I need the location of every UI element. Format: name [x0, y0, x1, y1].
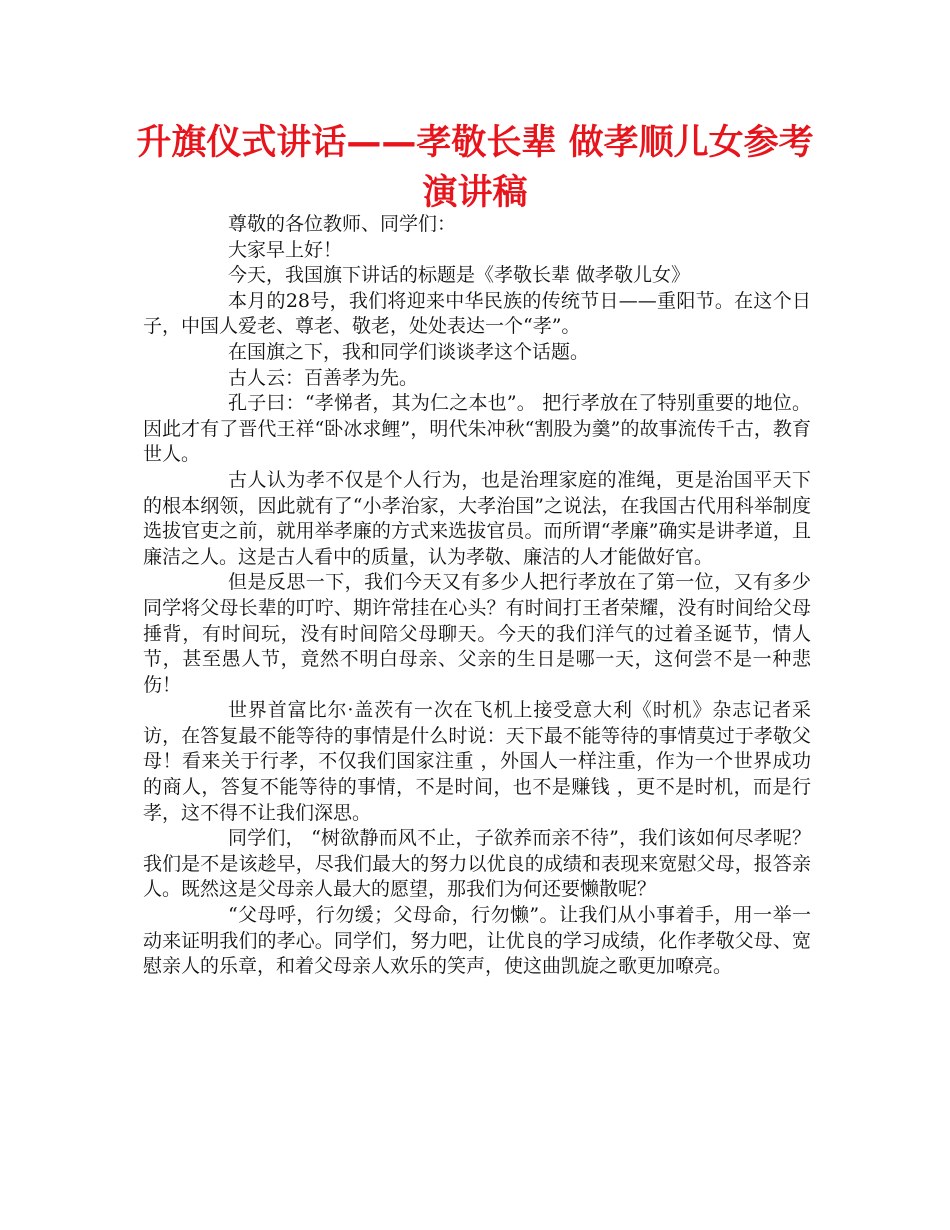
paragraph-good-morning: 大家早上好！: [228, 238, 343, 261]
paragraph-ancient-view: 古人认为孝不仅是个人行为，也是治理家庭的准绳，更是治国平天下的根本纲领，因此就有了“小孝治家，大孝治国”之说法，在我国古代用科举制度选拔官吏之前，就用举孝廉的方式来选拔官员。而所谓“孝廉”确实是讲孝道，且廉洁之人。这是古人看中的质量，认为孝敬、廉洁的人才能做好官。: [143, 468, 811, 568]
paragraph-talk-filial: 在国旗之下，我和同学们谈谈孝这个话题。: [228, 340, 590, 363]
paragraph-ancient-saying: 古人云：百善孝为先。: [228, 366, 419, 389]
paragraph-closing: “父母呼，行勿缓；父母命，行勿懒”。让我们从小事着手，用一举一动来证明我们的孝心。同学们，努力吧，让优良的学习成绩，化作孝敬父母、宽慰亲人的乐章，和着父母亲人欢乐的笑声，使这曲凯旋之歌更加嘹亮。: [143, 904, 811, 978]
paragraph-how-to-be-filial: 同学们， “树欲静而风不止，子欲养而亲不待”，我们该如何尽孝呢？我们是不是该趁早，尽我们最大的努力以优良的成绩和表现来宽慰父母，报答亲人。既然这是父母亲人最大的愿望，那我们为何还要懒散呢？: [143, 827, 811, 901]
paragraph-confucius: 孔子曰：“孝悌者，其为仁之本也”。 把行孝放在了特别重要的地位。因此才有了晋代王祥“卧冰求鲤”，明代朱冲秋“割股为羹”的故事流传千古，教育世人。: [143, 392, 811, 466]
paragraph-double-ninth: 本月的28号，我们将迎来中华民族的传统节日——重阳节。在这个日子，中国人爱老、尊老、敬老，处处表达一个“孝”。: [143, 289, 811, 338]
paragraph-bill-gates: 世界首富比尔·盖茨有一次在飞机上接受意大利《时机》杂志记者采访，在答复最不能等待的事情是什么时说：天下最不能等待的事情莫过于孝敬父母！看来关于行孝，不仅我们国家注重 ，外国人一样注重，作为一个世界成功的商人，答复不能等待的事情，不是时间，也不是赚钱 ，更不是时机，而是行孝，这不得不让我们深思。: [143, 699, 811, 824]
paragraph-reflection: 但是反思一下，我们今天又有多少人把行孝放在了第一位，又有多少同学将父母长辈的叮咛、期许常挂在心头？有时间打王者荣耀，没有时间给父母捶背，有时间玩，没有时间陪父母聊天。今天的我们洋气的过着圣诞节，情人节，甚至愚人节，竟然不明白母亲、父亲的生日是哪一天，这何尝不是一种悲伤！: [143, 571, 811, 696]
document-title: 升旗仪式讲话——孝敬长辈 做孝顺儿女参考演讲稿: [136, 123, 814, 213]
paragraph-greeting: 尊敬的各位教师、同学们：: [228, 213, 457, 235]
paragraph-topic: 今天，我国旗下讲话的标题是《孝敬长辈 做孝敬儿女》: [228, 264, 691, 287]
document-body: [143, 212, 811, 980]
